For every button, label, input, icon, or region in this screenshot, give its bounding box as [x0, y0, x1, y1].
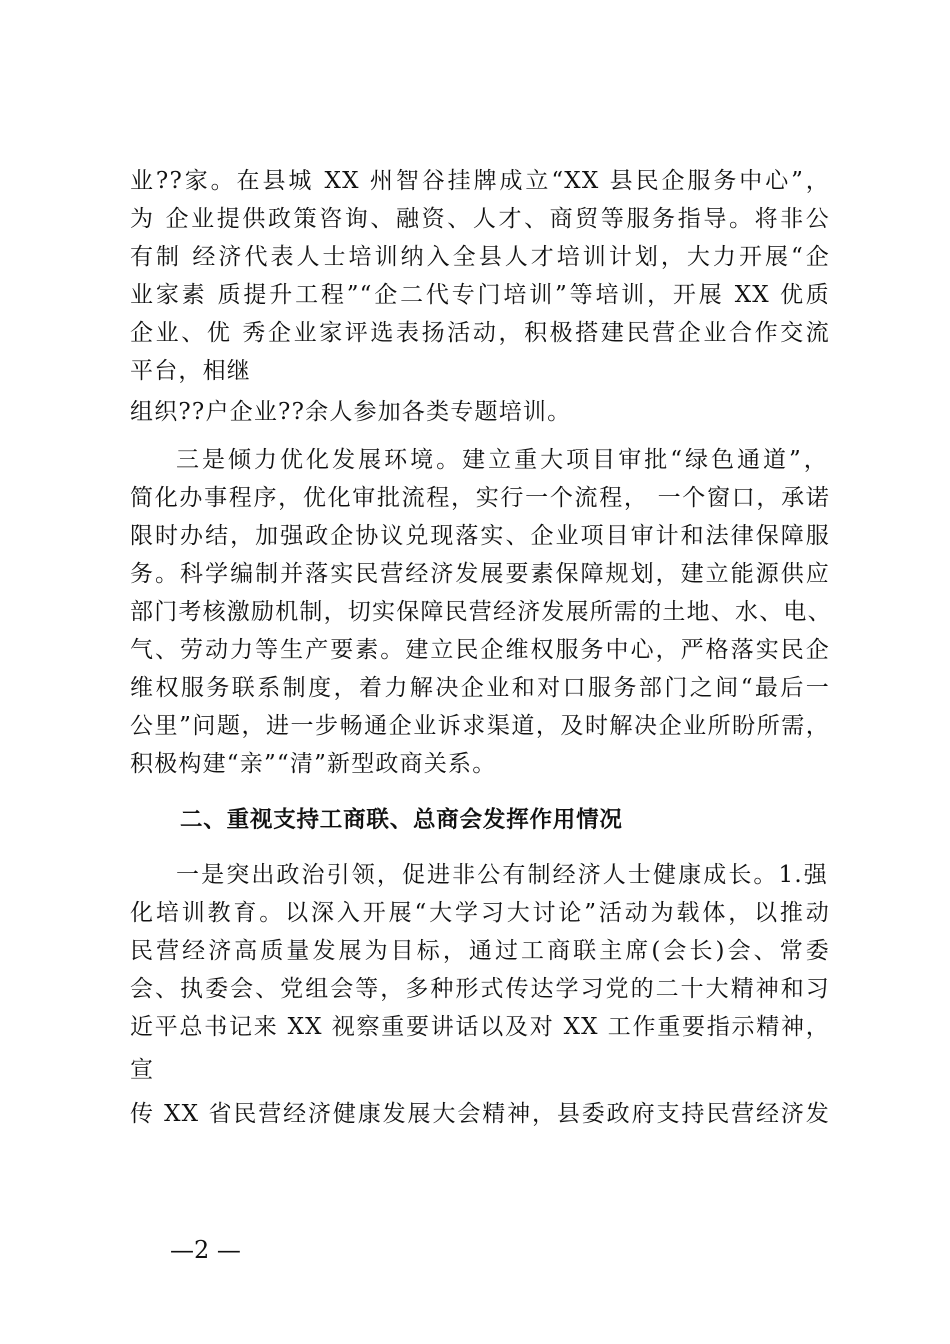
- paragraph-1-line-5: 企业、优 秀企业家评选表扬活动，积极搭建民营企业合作交流: [130, 320, 830, 346]
- paragraph-2-line-9: 积极构建“亲”“清”新型政商关系。: [130, 751, 497, 777]
- paragraph-3-line-5: 近平总书记来 XX 视察重要讲话以及对 XX 工作重要指示精神，: [130, 1014, 830, 1040]
- paragraph-3-line-7: 传 XX 省民营经济健康发展大会精神，县委政府支持民营经济发: [130, 1101, 830, 1127]
- paragraph-2-line-2: 简化办事程序，优化审批流程，实行一个流程， 一个窗口，承诺: [130, 485, 830, 511]
- paragraph-2-line-4: 务。科学编制并落实民营经济发展要素保障规划，建立能源供应: [130, 561, 830, 587]
- paragraph-2-line-5: 部门考核激励机制，切实保障民营经济发展所需的土地、水、电、: [130, 599, 832, 625]
- paragraph-1-line-2: 为 企业提供政策咨询、融资、人才、商贸等服务指导。将非公: [130, 206, 830, 232]
- paragraph-2-line-6: 气、劳动力等生产要素。建立民企维权服务中心，严格落实民企: [130, 637, 830, 663]
- paragraph-3-line-3: 民营经济高质量发展为目标，通过工商联主席(会长)会、常委: [130, 938, 830, 964]
- section-heading: 二、重视支持工商联、总商会发挥作用情况: [180, 807, 623, 833]
- paragraph-2-line-8: 公里”问题，进一步畅通企业诉求渠道，及时解决企业所盼所需，: [130, 713, 830, 739]
- paragraph-1-line-7: 组织??户企业??余人参加各类专题培训。: [130, 399, 572, 425]
- paragraph-2-line-1: 三是倾力优化发展环境。建立重大项目审批“绿色通道”，: [176, 447, 828, 473]
- paragraph-3-line-1: 一是突出政治引领，促进非公有制经济人士健康成长。1.强: [176, 862, 828, 888]
- paragraph-2-line-7: 维权服务联系制度，着力解决企业和对口服务部门之间“最后一: [130, 675, 830, 701]
- paragraph-3-line-4: 会、执委会、党组会等，多种形式传达学习党的二十大精神和习: [130, 976, 830, 1002]
- paragraph-1-line-6: 平台，相继: [130, 358, 251, 384]
- paragraph-2-line-3: 限时办结，加强政企协议兑现落实、企业项目审计和法律保障服: [130, 523, 830, 549]
- paragraph-1-line-3: 有制 经济代表人士培训纳入全县人才培训计划，大力开展“企: [130, 244, 830, 270]
- paragraph-1-line-1: 业??家。在县城 XX 州智谷挂牌成立“XX 县民企服务中心”，: [130, 168, 830, 194]
- paragraph-1-line-4: 业家素 质提升工程”“企二代专门培训”等培训，开展 XX 优质: [130, 282, 830, 308]
- paragraph-3-line-6: 宣: [130, 1057, 155, 1083]
- page-number: —2 —: [170, 1236, 241, 1264]
- paragraph-3-line-2: 化培训教育。以深入开展“大学习大讨论”活动为载体，以推动: [130, 900, 830, 926]
